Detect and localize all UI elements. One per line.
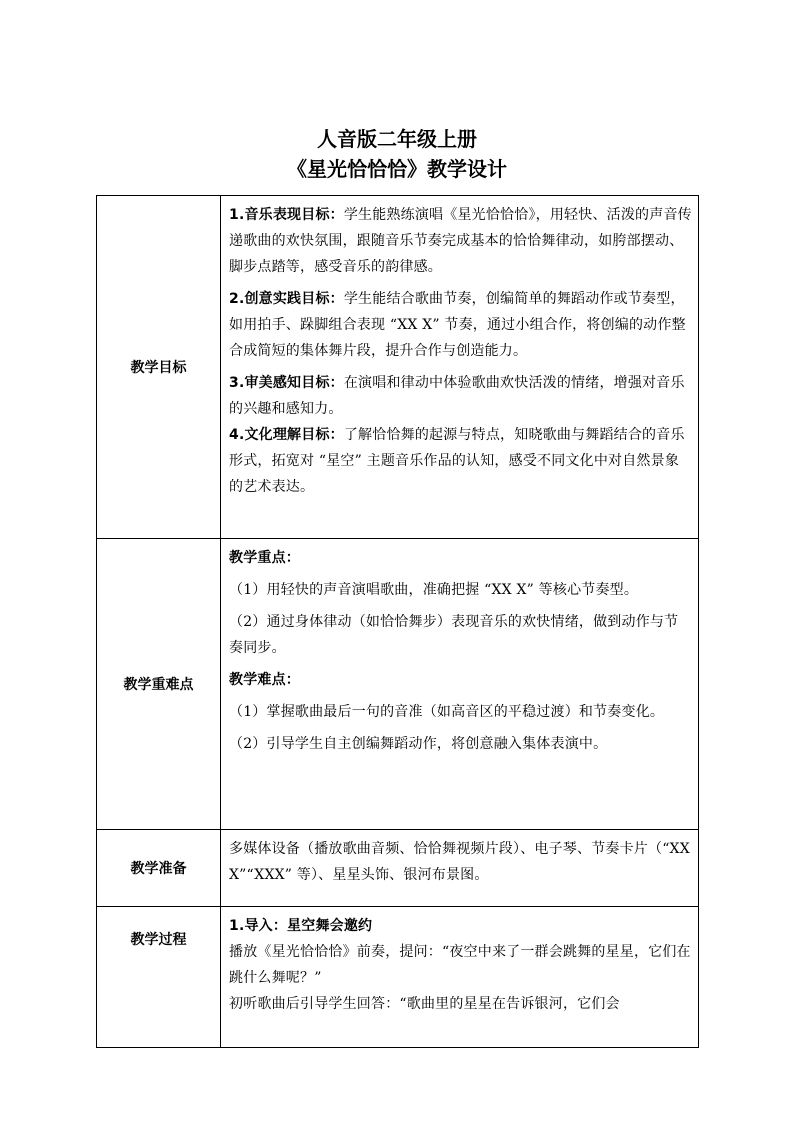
difficult-point-item: （2）引导学生自主创编舞蹈动作，将创意融入集体表演中。	[229, 736, 608, 752]
difficult-point-item: （1）掌握歌曲最后一句的音准（如高音区的平稳过渡）和节奏变化。	[229, 704, 665, 720]
table-row-process	[97, 907, 699, 1048]
goal-item: 4.文化理解目标：了解恰恰舞的起源与特点，知晓歌曲与舞蹈结合的音乐形式，拓宽对 “星空” 主题音乐作品的认知，感受不同文化中对自然景象的艺术表达。	[229, 427, 685, 495]
goal-item: 3.审美感知目标：在演唱和律动中体验歌曲欢快活泼的情绪，增强对音乐的兴趣和感知力。	[229, 375, 685, 417]
process-paragraph: 播放《星光恰恰恰》前奏，提问：“夜空中来了一群会跳舞的星星，它们在跳什么舞呢？”	[229, 944, 691, 986]
key-point-item: （1）用轻快的声音演唱歌曲，准确把握 “XX X” 等核心节奏型。	[229, 582, 639, 598]
key-points-heading: 教学重点：	[229, 550, 300, 566]
process-paragraph: 初听歌曲后引导学生回答：“歌曲里的星星在告诉银河，它们会	[229, 996, 620, 1012]
table-row-goals	[97, 196, 699, 539]
key-point-item: （2）通过身体律动（如恰恰舞步）表现音乐的欢快情绪，做到动作与节奏同步。	[229, 614, 679, 656]
document-subtitle: 《星光恰恰恰》教学设计	[287, 157, 507, 181]
goal-item: 1.音乐表现目标：学生能熟练演唱《星光恰恰恰》，用轻快、活泼的声音传递歌曲的欢快氛围，跟随音乐节奏完成基本的恰恰舞律动，如胯部摆动、脚步点踏等，感受音乐的韵律感。	[229, 207, 692, 275]
process-step-heading: 1.导入：星空舞会邀约	[229, 918, 373, 934]
table-row-prep	[97, 830, 699, 907]
difficult-points-heading: 教学难点：	[229, 672, 300, 688]
process-content	[221, 907, 699, 1048]
lesson-plan-table	[96, 195, 699, 1048]
row-label-prep: 教学准备	[97, 830, 221, 907]
prep-content: 多媒体设备（播放歌曲音频、恰恰舞视频片段）、电子琴、节奏卡片（“XX X”“XXX” 等）、星星头饰、银河布景图。	[221, 830, 699, 907]
goals-content	[221, 196, 699, 539]
key-points-content	[221, 539, 699, 830]
row-label-goals: 教学目标	[97, 196, 221, 539]
goal-item: 2.创意实践目标：学生能结合歌曲节奏，创编简单的舞蹈动作或节奏型，如用拍手、跺脚组合表现 “XX X” 节奏，通过小组合作，将创编的动作整合成简短的集体舞片段，提升合作与创造能力。	[229, 291, 686, 359]
row-label-key-points: 教学重难点	[97, 539, 221, 830]
row-label-process: 教学过程	[97, 907, 221, 1048]
table-row-key-points	[97, 539, 699, 830]
document-title: 人音版二年级上册	[317, 127, 477, 151]
